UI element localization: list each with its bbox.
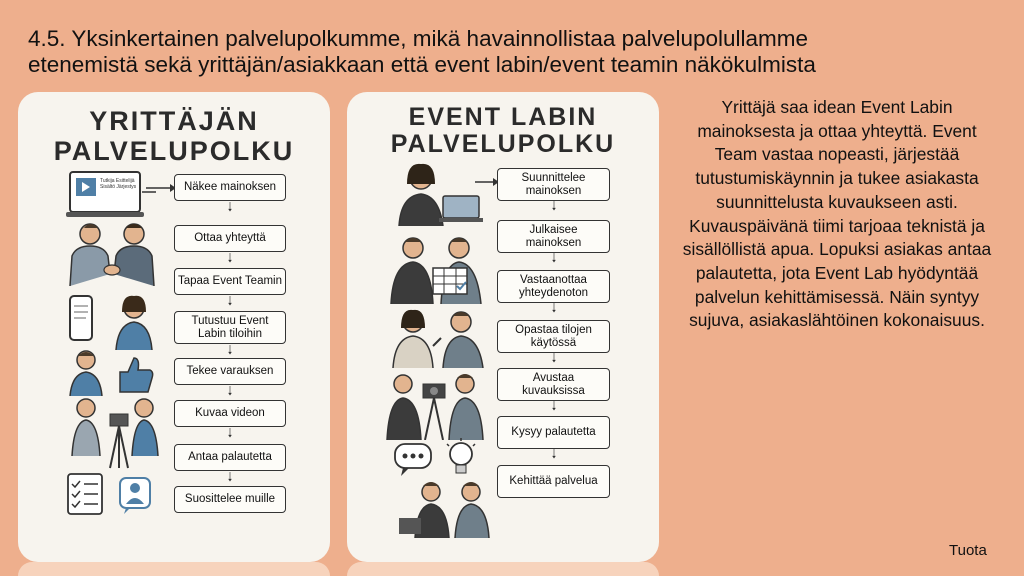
entrepreneur-step-5: Tekee varauksen (174, 358, 286, 385)
entrepreneur-step-6: Kuvaa videon (174, 400, 286, 427)
arrow-down-icon (225, 253, 235, 263)
arrow-down-icon (549, 353, 559, 363)
event-lab-step-5: Avustaa kuvauksissa (497, 368, 610, 401)
arrow-down-icon (549, 201, 559, 211)
entrepreneur-step-7: Antaa palautetta (174, 444, 286, 471)
handshake-illustration (64, 220, 160, 286)
team-planning-illustration (387, 232, 487, 304)
slide-title (28, 26, 988, 78)
entrepreneur-step-8: Suosittelee muille (174, 486, 286, 513)
entrepreneur-journey-card (18, 92, 330, 562)
event-lab-step-3: Vastaanottaa yhteydenoton (497, 270, 610, 303)
filming-illustration (64, 392, 160, 472)
slide-title-line1: 4.5. Yksinkertainen palvelupolkumme, mikä havainnollistaa palvelupolullamme (28, 26, 809, 51)
event-lab-step-1: Suunnittelee mainoksen (497, 168, 610, 201)
entrepreneur-step-3: Tapaa Event Teamin (174, 268, 286, 295)
card-title-line2: PALVELUPOLKU (53, 136, 295, 166)
arrow-down-icon (225, 296, 235, 306)
arrow-down-icon (549, 303, 559, 313)
woman-with-laptop-illustration (393, 162, 485, 226)
event-lab-step-7: Kehittää palvelua (497, 465, 610, 498)
team-meeting-illustration (391, 478, 495, 538)
arrow-down-icon (549, 449, 559, 459)
event-lab-step-4: Opastaa tilojen käytössä (497, 320, 610, 353)
event-lab-journey-title (347, 104, 659, 158)
arrow-down-icon (225, 345, 235, 355)
card-reflection (18, 562, 330, 576)
card-title-line2: PALVELUPOLKU (390, 130, 616, 158)
laptop-to-step-arrow (146, 182, 176, 194)
laptop-screen-text: Tutkija Esittelijä Sisältö Järjestys (100, 178, 137, 190)
entrepreneur-journey-title (18, 106, 330, 166)
arrow-down-icon (549, 401, 559, 411)
arrow-down-icon (225, 472, 235, 482)
card-title-line1: YRITTÄJÄN (89, 106, 259, 136)
event-lab-step-6: Kysyy palautetta (497, 416, 610, 449)
guidance-illustration (387, 306, 487, 368)
arrow-down-icon (225, 386, 235, 396)
illustration-to-step-arrow (475, 176, 499, 188)
checklist-and-feedback-illustration (64, 472, 160, 520)
phone-and-woman-illustration (64, 292, 160, 350)
chat-and-idea-illustration (393, 438, 483, 482)
card-title-line1: EVENT LABIN (408, 103, 598, 131)
slide-title-line2: etenemistä sekä yrittäjän/asiakkaan että event labin/event teamin näkökulmista (28, 52, 816, 77)
card-reflection (347, 562, 659, 576)
arrow-down-icon (225, 428, 235, 438)
entrepreneur-step-4: Tutustuu Event Labin tiloihin (174, 311, 286, 344)
arrow-down-icon (225, 202, 235, 212)
entrepreneur-step-2: Ottaa yhteyttä (174, 225, 286, 252)
arrow-down-icon (549, 253, 559, 263)
thumbs-up-illustration (64, 348, 160, 396)
laptop-ad-illustration (66, 170, 158, 220)
entrepreneur-step-1: Näkee mainoksen (174, 174, 286, 201)
event-lab-step-2: Julkaisee mainoksen (497, 220, 610, 253)
camera-assist-illustration (383, 368, 487, 440)
journey-description: Yrittäjä saa idean Event Labin mainoksesta ja ottaa yhteyttä. Event Team vastaa nopeasti, järjestää tutustumiskäynnin ja tukee asiakasta suunnittelusta kuvaukseen asti. Kuvauspäivänä tiimi tarjoaa teknistä ja sisällöllistä apua. Lopuksi asiakas antaa palautetta, jota Event Lab hyödyntää palvelun kehittämisessä. Näin syntyy sujuva, asiakaslähtöinen kokonaisuus. (682, 97, 992, 331)
event-lab-journey-card (347, 92, 659, 562)
footer-label: Tuota (949, 542, 987, 559)
